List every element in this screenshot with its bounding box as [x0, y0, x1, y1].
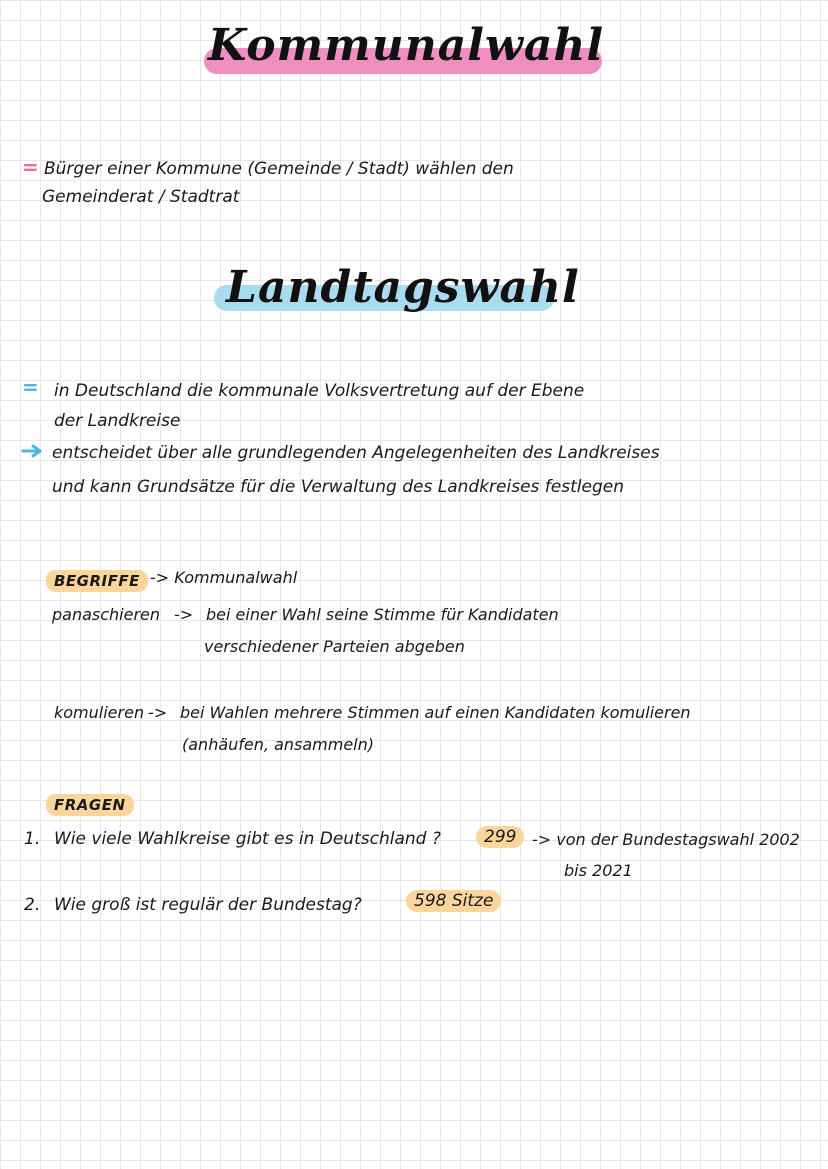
definition-equals-mark-2: =	[22, 375, 39, 399]
question-2-text: Wie groß ist regulär der Bundestag?	[54, 895, 362, 915]
question-1-note-line-1: -> von der Bundestagswahl 2002	[532, 830, 800, 849]
begriffe-reference: -> Kommunalwahl	[150, 568, 298, 587]
title-kommunalwahl: Kommunalwahl	[208, 20, 605, 71]
term-komulieren-arrow: ->	[148, 703, 168, 722]
fragen-label: FRAGEN	[46, 794, 134, 816]
term-komulieren-definition-line-2: (anhäufen, ansammeln)	[182, 735, 374, 754]
term-komulieren-definition-line-1: bei Wahlen mehrere Stimmen auf einen Kandidaten komulieren	[180, 703, 691, 722]
begriffe-label: BEGRIFFE	[46, 570, 148, 592]
definition-equals-mark: =	[22, 155, 39, 179]
term-panaschieren-arrow: ->	[174, 605, 194, 624]
title-landtagswahl: Landtagswahl	[226, 262, 580, 313]
term-panaschieren: panaschieren	[52, 605, 161, 624]
question-2-number: 2.	[24, 895, 41, 915]
landtagswahl-definition-line-1: in Deutschland die kommunale Volksvertretung auf der Ebene	[54, 381, 585, 401]
term-panaschieren-definition-line-1: bei einer Wahl seine Stimme für Kandidaten	[206, 605, 559, 624]
question-2-answer: 598 Sitze	[406, 890, 501, 912]
landtagswahl-definition-line-2: der Landkreise	[54, 411, 181, 431]
kommunalwahl-definition-line-1: Bürger einer Kommune (Gemeinde / Stadt) wählen den	[44, 159, 514, 179]
landtagswahl-arrow-line-1: entscheidet über alle grundlegenden Angelegenheiten des Landkreises	[52, 443, 660, 463]
arrow-right-icon	[20, 443, 46, 459]
term-panaschieren-definition-line-2: verschiedener Parteien abgeben	[204, 637, 465, 656]
question-1-note-line-2: bis 2021	[564, 861, 633, 880]
landtagswahl-arrow-line-2: und kann Grundsätze für die Verwaltung des Landkreises festlegen	[52, 477, 624, 497]
question-1-number: 1.	[24, 829, 41, 849]
question-1-answer: 299	[476, 826, 524, 848]
term-komulieren: komulieren	[54, 703, 145, 722]
question-1-text: Wie viele Wahlkreise gibt es in Deutschland ?	[54, 829, 441, 849]
kommunalwahl-definition-line-2: Gemeinderat / Stadtrat	[42, 187, 240, 207]
